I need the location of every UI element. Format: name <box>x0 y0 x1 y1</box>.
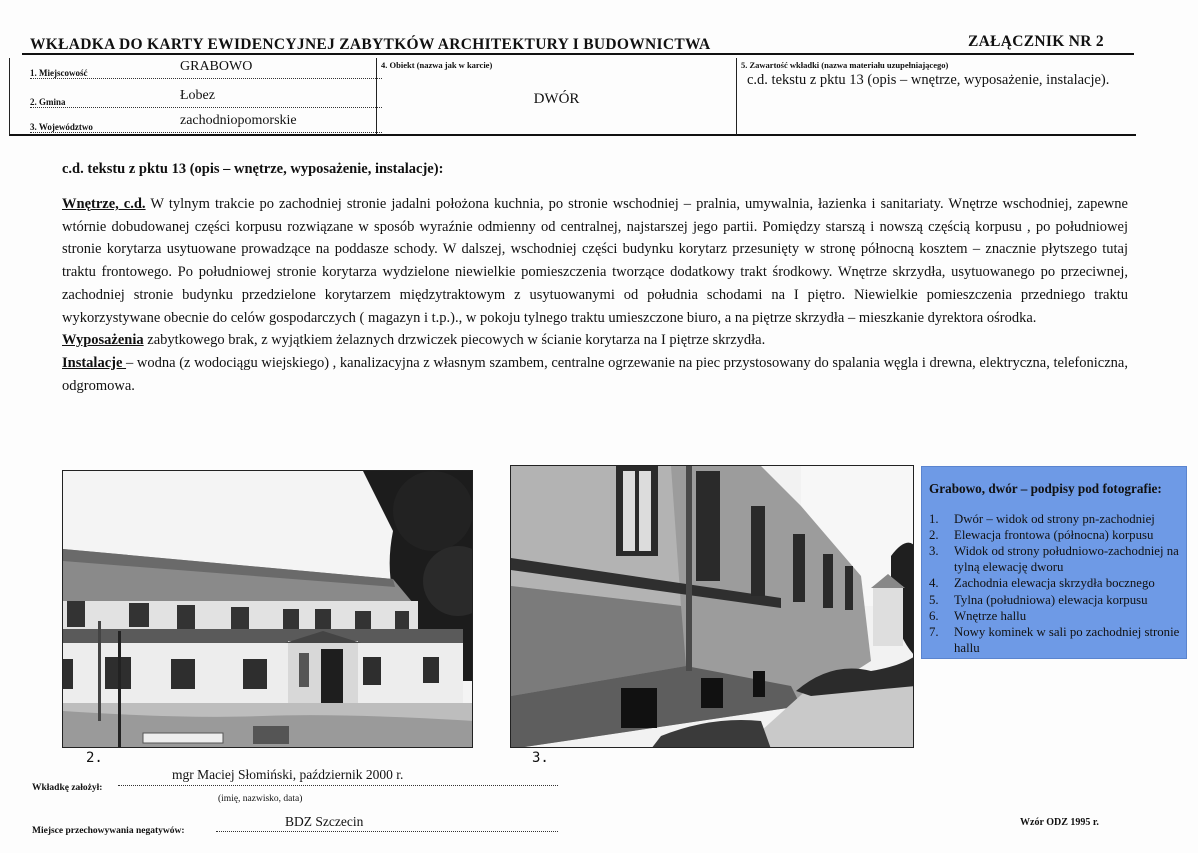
object-box <box>377 58 737 136</box>
author-label: Wkładkę założył: <box>32 783 103 793</box>
commune-field <box>30 89 382 109</box>
caption-number: 7. <box>929 624 939 639</box>
caption-text: Zachodnia elewacja skrzydła bocznego <box>954 576 1155 591</box>
author-note: (imię, nazwisko, data) <box>218 794 303 804</box>
form-template-note: Wzór ODZ 1995 r. <box>1020 817 1099 828</box>
commune-dots <box>30 107 382 108</box>
author-value: mgr Maciej Słomiński, październik 2000 r. <box>172 767 404 782</box>
caption-item <box>929 624 1180 656</box>
object-value: DWÓR <box>533 91 580 107</box>
storage-value: BDZ Szczecin <box>285 814 364 829</box>
voivodeship-field <box>30 114 382 134</box>
contents-label: 5. Zawartość wkładki (nazwa materiału uzupełniającego) <box>741 60 949 70</box>
interior-label: Wnętrze, c.d. <box>62 196 146 212</box>
installations-text: – wodna (z wodociągu wiejskiego) , kanalizacyjna z własnym szambem, centralne ogrzewanie na piec przystosowany do spalania węgla i drewna, elektryczna, telefoniczna, odgromowa. <box>62 354 1128 394</box>
caption-number: 5. <box>929 592 939 607</box>
equipment-text: zabytkowego brak, z wyjątkiem żelaznych drzwiczek piecowych w ścianie korytarza na I piętrze skrzydła. <box>143 332 766 349</box>
voivodeship-value: zachodniopomorskie <box>180 113 297 128</box>
caption-item <box>929 543 1180 575</box>
caption-text: Tylna (południowa) elewacja korpusu <box>954 592 1148 607</box>
caption-number: 3. <box>929 544 939 559</box>
description-text <box>62 193 1128 397</box>
captions-title: Grabowo, dwór – podpisy pod fotografie: <box>929 481 1162 496</box>
photo3-number: 3. <box>532 750 549 766</box>
caption-number: 4. <box>929 576 939 591</box>
town-value: GRABOWO <box>180 59 253 74</box>
equipment-label: Wyposażenia <box>62 332 144 349</box>
manor-rear-photo <box>510 465 914 748</box>
caption-text: Wnętrze hallu <box>954 608 1027 623</box>
caption-item <box>929 511 1180 527</box>
equipment-paragraph <box>62 329 1128 352</box>
commune-value: Łobez <box>180 88 215 103</box>
storage-dots <box>216 831 558 832</box>
caption-number: 6. <box>929 608 939 623</box>
town-dots <box>30 78 382 79</box>
storage-label: Miejsce przechowywania negatywów: <box>32 826 185 836</box>
caption-text: Elewacja frontowa (północna) korpusu <box>954 528 1154 543</box>
object-label: 4. Obiekt (nazwa jak w karcie) <box>381 60 493 70</box>
contents-box <box>736 58 1136 136</box>
commune-label: 2. Gmina <box>30 97 66 107</box>
town-field <box>30 60 382 80</box>
interior-paragraph <box>62 193 1128 329</box>
installations-paragraph <box>62 352 1128 397</box>
contents-value: c.d. tekstu z pktu 13 (opis – wnętrze, wyposażenie, instalacje). <box>747 72 1110 88</box>
location-box <box>9 58 377 136</box>
voivodeship-label: 3. Województwo <box>30 122 93 132</box>
caption-number: 1. <box>929 512 939 527</box>
caption-text: Dwór – widok od strony pn-zachodniej <box>954 512 1155 527</box>
section-heading: c.d. tekstu z pktu 13 (opis – wnętrze, wyposażenie, instalacje): <box>62 161 444 177</box>
caption-item <box>929 608 1180 624</box>
caption-text: Nowy kominek w sali po zachodniej stronie hallu <box>954 624 1180 655</box>
caption-item <box>929 527 1180 543</box>
photo2-number: 2. <box>86 750 103 766</box>
interior-text: W tylnym trakcie po zachodniej stronie jadalni położona kuchnia, po stronie wschodniej – pralnia, umywalnia, łazienka i sanitariaty. Wnętrze wschodniej, zapewne wtórnie dobudowanej części korpusu rozwiązane w sposób wyraźnie odmienny od centralnej, najstarszej jego partii. Pomiędzy starszą i nowszą częścią korpusu , po południowej stronie korytarza usytuowane prowadzące na poddasze schody. W dalszej, wschodniej części budynku korytarz przesunięty w stronę północną kosztem – znacznie płytszego tutaj traktu frontowego. Po południowej stronie korytarza wydzielone niewielkie pomieszczenia tworzące dodatkowy trakt środkowy. Wnętrze skrzydła, usytuowanego po przeciwnej, zachodniej stronie budynku przedzielone korytarzem międzytraktowym z usytuowanymi od południa schodami na I piętro. Niewielkie pomieszczenia przedniego traktu wykorzystywane obecnie do celów gospodarczych ( magazyn i t.p.)., w pokoju tylnego traktu umieszczone biuro, a na piętrze skrzydła – mieszkanie dyrektora ośrodka. <box>62 196 1128 326</box>
caption-number: 2. <box>929 528 939 543</box>
installations-label: Instalacje <box>62 354 127 371</box>
document-title: WKŁADKA DO KARTY EWIDENCYJNEJ ZABYTKÓW ARCHITEKTURY I BUDOWNICTWA <box>30 36 711 53</box>
manor-front-photo <box>62 470 473 748</box>
caption-item <box>929 575 1180 591</box>
header-rule <box>22 53 1134 55</box>
voivodeship-dots <box>30 132 382 133</box>
caption-item <box>929 592 1180 608</box>
author-dots <box>118 785 558 786</box>
town-label: 1. Miejscowość <box>30 68 88 78</box>
caption-text: Widok od strony południowo-zachodniej na tylną elewację dworu <box>954 544 1179 575</box>
attachment-number: ZAŁĄCZNIK NR 2 <box>968 33 1104 50</box>
photo-captions-box <box>921 466 1187 659</box>
